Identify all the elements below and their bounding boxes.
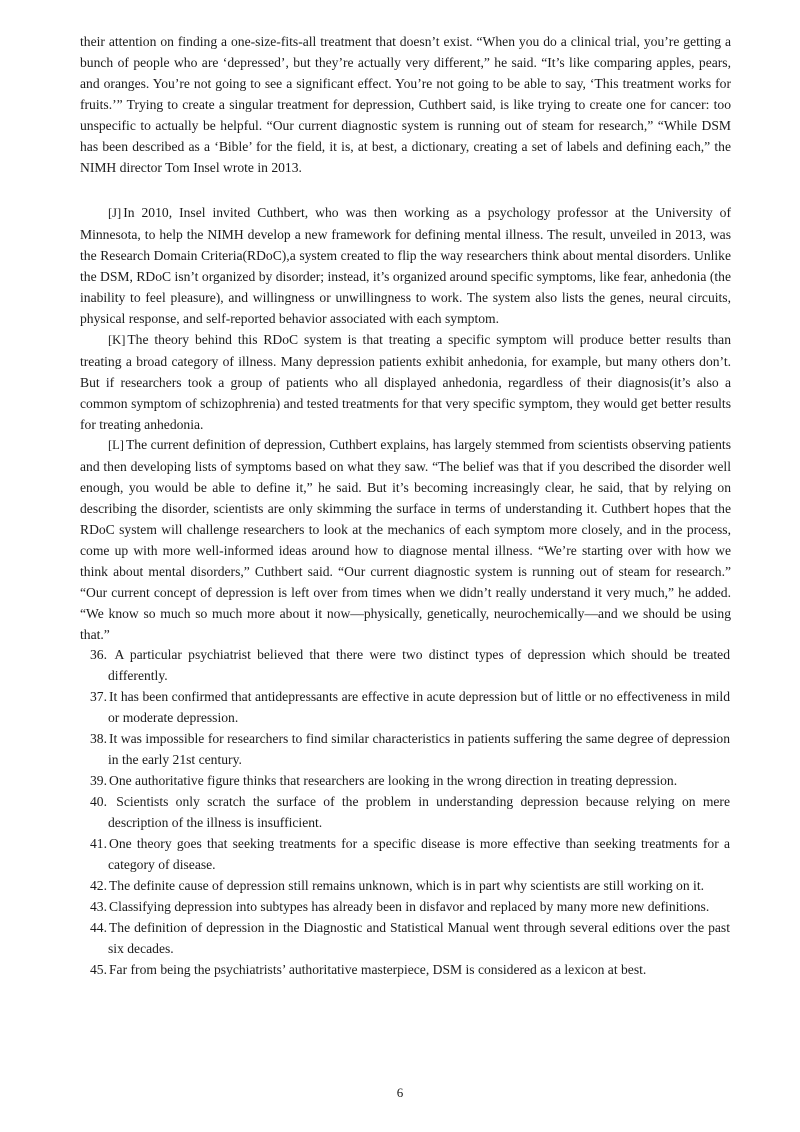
question-text: Classifying depression into subtypes has already been in disfavor and replaced by many more new definitions.	[109, 899, 710, 914]
paragraph-continued	[80, 31, 731, 178]
paragraph-marker: [J]	[108, 206, 122, 220]
paragraph-marker: [K]	[108, 333, 126, 347]
question-text: Far from being the psychiatrists’ authoritative masterpiece, DSM is considered as a lexicon at best.	[109, 962, 647, 977]
question-number: 43.	[90, 899, 107, 914]
question-number: 42.	[90, 878, 107, 893]
question-43	[90, 896, 730, 917]
paragraph-text: The theory behind this RDoC system is that treating a specific symptom will produce better results than treating a broad category of illness. Many depression patients exhibit anhedonia, for example, but many others don’t. But if researchers took a group of patients who all displayed anhedonia, regardless of their diagnosis(it’s also a common symptom of schizophrenia) and tested treatments for that very specific symptom, they would get better results for treating anhedonia.	[80, 332, 731, 432]
question-number: 38.	[90, 731, 107, 746]
question-text: The definite cause of depression still remains unknown, which is in part why scientists are still working on it.	[109, 878, 704, 893]
question-42	[90, 875, 730, 896]
paragraph-text: their attention on finding a one-size-fits-all treatment that doesn’t exist. “When you do a clinical trial, you’re getting a bunch of people who are ‘depressed’, but they’re actually very different,” he said. “It’s like comparing apples, pears, and oranges. You’re not going to see a significant effect. You’re not going to be able to say, ‘This treatment works for fruits.’” Trying to create a singular treatment for depression, Cuthbert said, is like trying to create one for cancer: too unspecific to actually be helpful. “Our current diagnostic system is running out of steam for research,” “While DSM has been described as a ‘Bible’ for the field, it is, at best, a dictionary, creating a set of labels and defining each,” the NIMH director Tom Insel wrote in 2013.	[80, 34, 731, 175]
question-text: The definition of depression in the Diagnostic and Statistical Manual went through several editions over the past six decades.	[108, 920, 730, 956]
question-number: 40.	[90, 794, 107, 809]
question-text: It was impossible for researchers to find similar characteristics in patients suffering the same degree of depression in the early 21st century.	[108, 731, 730, 767]
question-38	[90, 728, 730, 770]
question-number: 37.	[90, 689, 107, 704]
question-number: 41.	[90, 836, 107, 851]
question-39	[90, 770, 730, 791]
paragraph-text: In 2010, Insel invited Cuthbert, who was then working as a psychology professor at the University of Minnesota, to help the NIMH develop a new framework for defining mental illness. The result, unveiled in 2013, was the Research Domain Criteria(RDoC),a system created to flip the way researchers think about mental disorders. Unlike the DSM, RDoC isn’t organized by disorder; instead, it’s organized around specific symptoms, like fear, anhedonia (the inability to feel pleasure), and willingness or unwillingness to work. The system also lists the genes, neural circuits, physical response, and self-reported behavior associated with each symptom.	[80, 205, 731, 326]
question-text: It has been confirmed that antidepressants are effective in acute depression but of little or no effectiveness in mild or moderate depression.	[108, 689, 730, 725]
question-number: 39.	[90, 773, 107, 788]
question-36	[90, 644, 730, 686]
paragraph-l	[80, 434, 731, 645]
paragraph-text: The current definition of depression, Cuthbert explains, has largely stemmed from scientists observing patients and then developing lists of symptoms based on what they saw. “The belief was that if you described the disorder well enough, you would be able to define it,” he said. But it’s becoming increasingly clear, he said, that by relying on describing the disorder, scientists are only skimming the surface in terms of understanding it. Cuthbert hopes that the RDoC system will challenge researchers to look at the mechanics of each symptom more closely, and in the process, come up with more well-informed ideas around how to diagnose mental illness. “We’re starting over with how we think about mental disorders,” Cuthbert said. “Our current diagnostic system is running out of steam for research.” “Our current concept of depression is left over from times when we didn’t really understand it very much,” he added. “We know so much so much more about it now—physically, genetically, neurochemically—and we should be using that.”	[80, 437, 731, 642]
question-list	[90, 644, 730, 980]
question-text: One theory goes that seeking treatments for a specific disease is more effective than seeking treatments for a category of disease.	[108, 836, 730, 872]
paragraph-j	[80, 202, 731, 329]
question-text: A particular psychiatrist believed that there were two distinct types of depression which should be treated differently.	[108, 647, 731, 683]
question-41	[90, 833, 730, 875]
question-44	[90, 917, 730, 959]
question-text: One authoritative figure thinks that researchers are looking in the wrong direction in treating depression.	[109, 773, 678, 788]
question-40	[90, 791, 730, 833]
question-number: 36.	[90, 647, 107, 662]
paragraph-k	[80, 329, 731, 435]
paragraph-marker: [L]	[108, 438, 124, 452]
question-37	[90, 686, 730, 728]
page-number: 6	[396, 1085, 404, 1100]
question-number: 44.	[90, 920, 107, 935]
question-text: Scientists only scratch the surface of the problem in understanding depression because relying on mere description of the illness is insufficient.	[108, 794, 730, 830]
question-45	[90, 959, 730, 980]
question-number: 45.	[90, 962, 107, 977]
